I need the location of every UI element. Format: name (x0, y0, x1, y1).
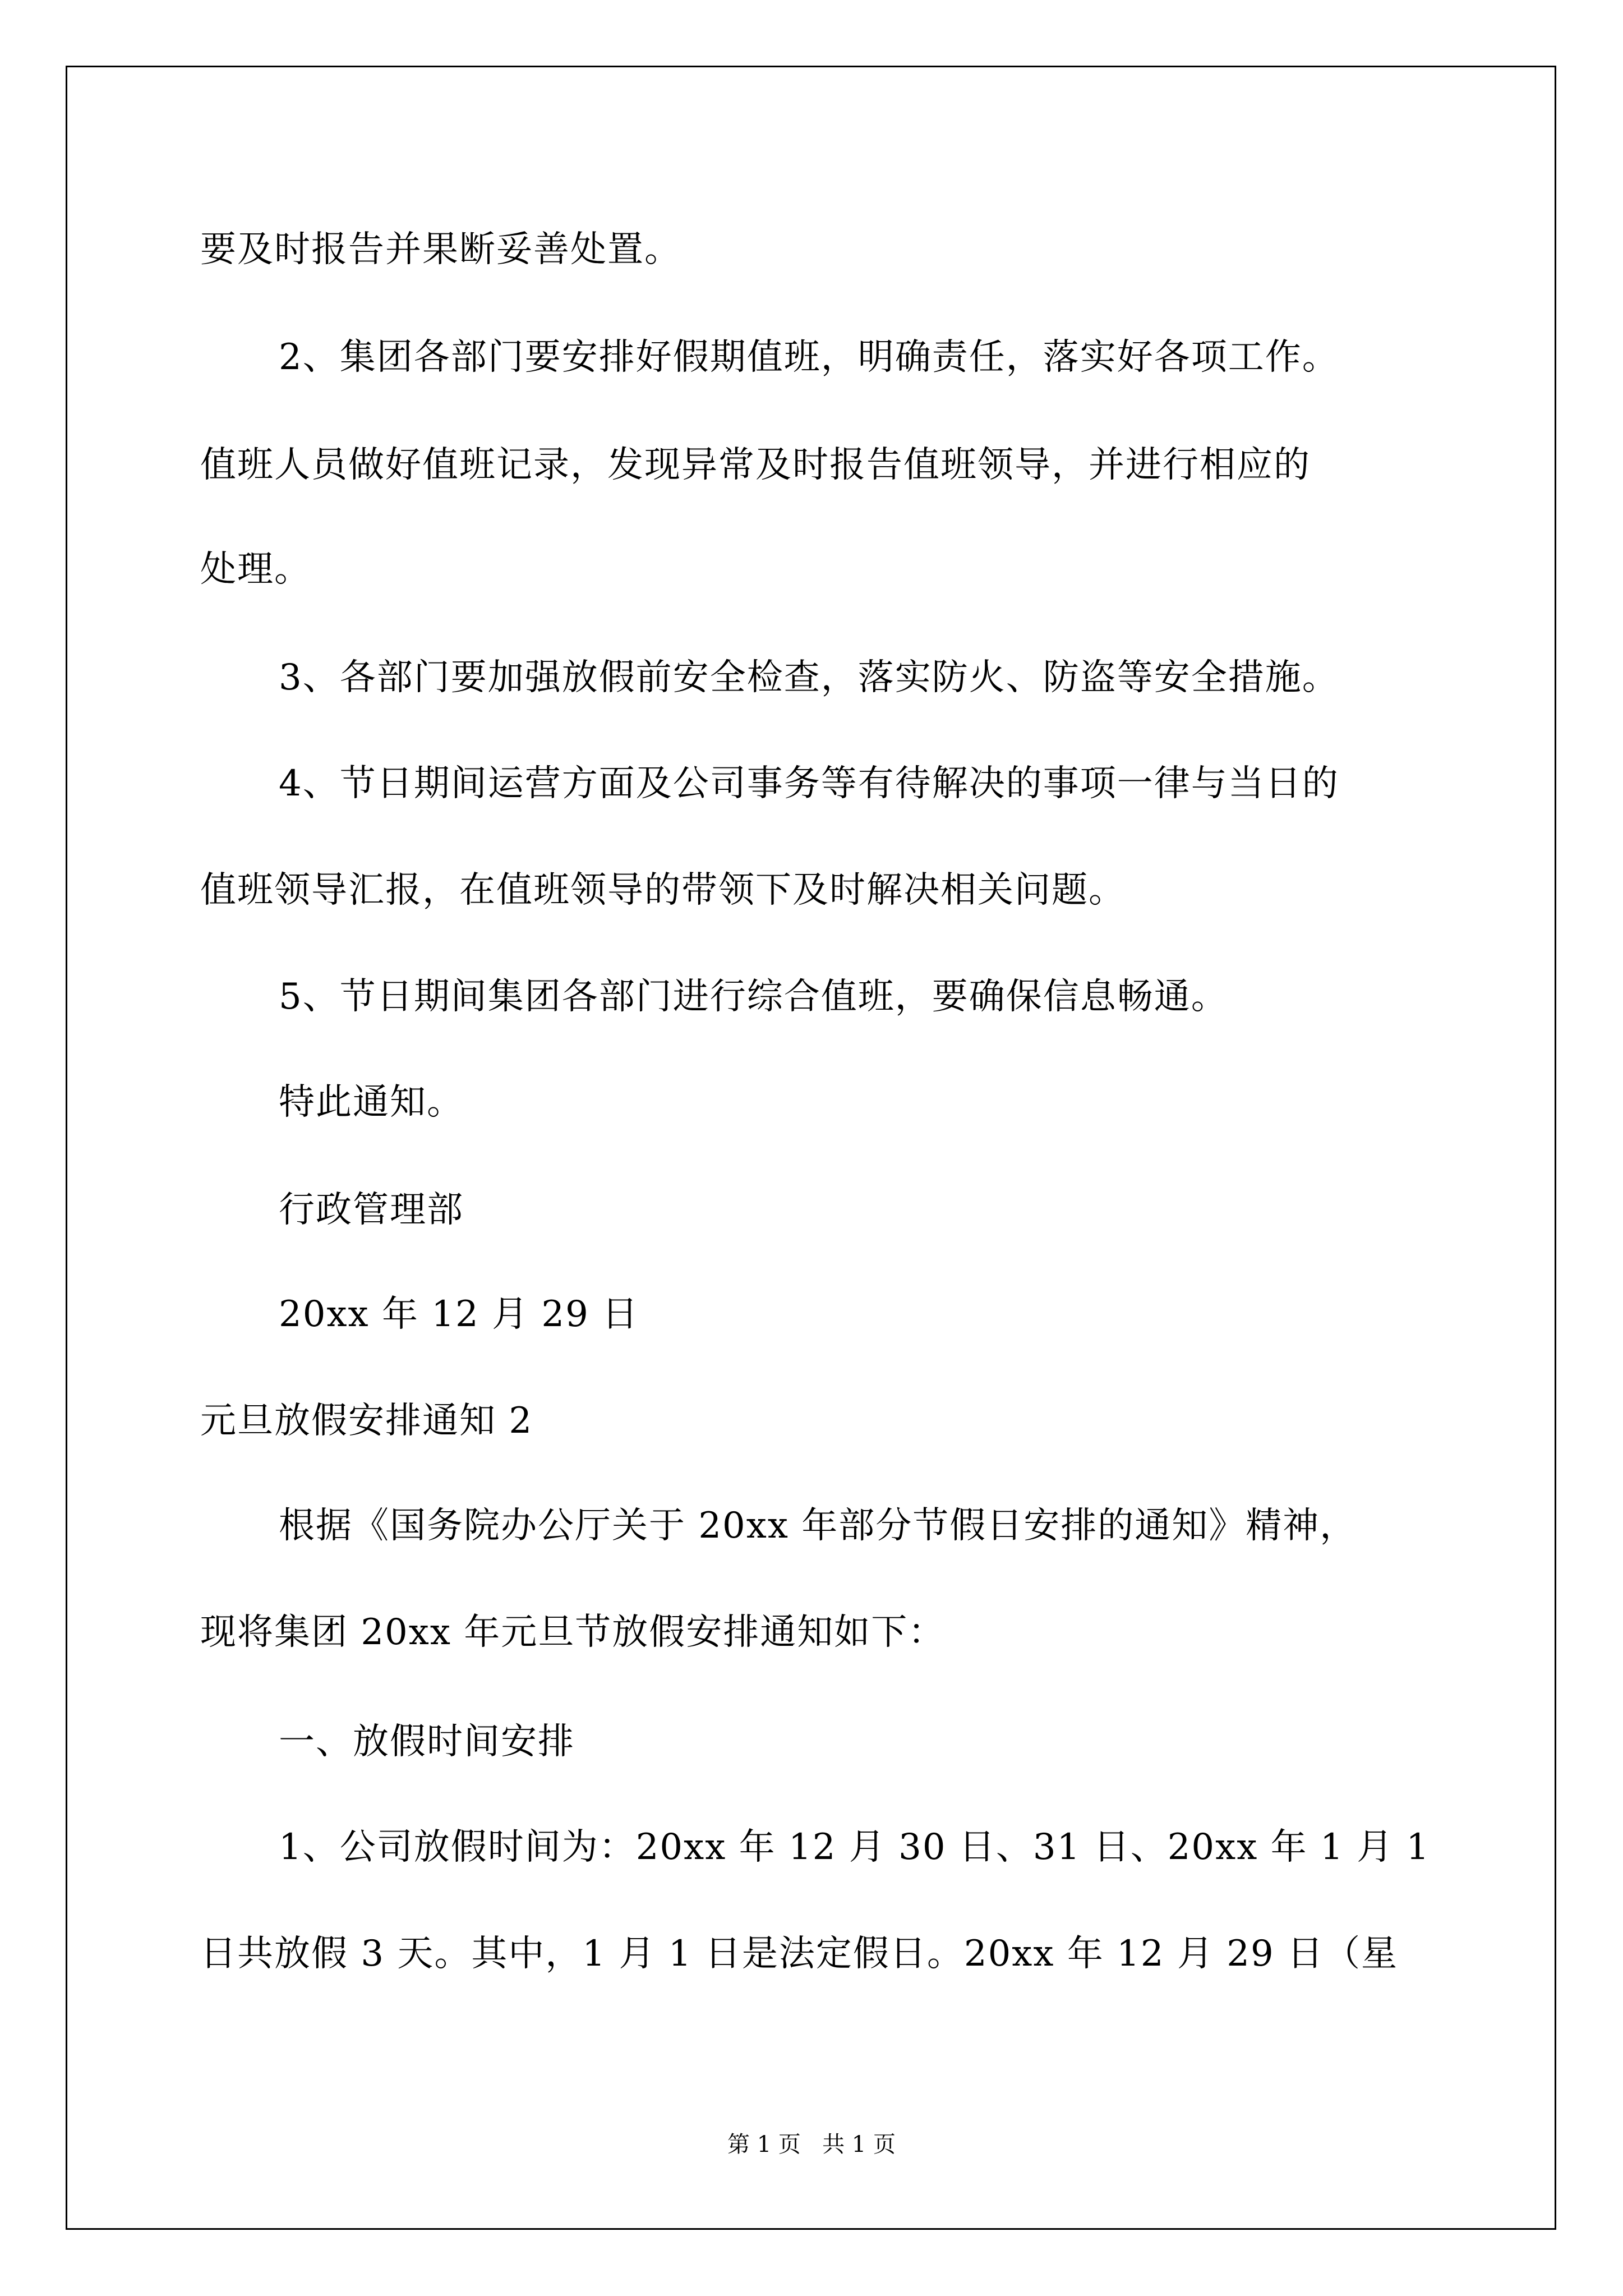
section-title: 元旦放假安排通知 2 (200, 1400, 533, 1442)
signature-department: 行政管理部 (279, 1189, 464, 1231)
closing-text: 特此通知。 (279, 1082, 464, 1123)
body-text-line: 5、节日期间集团各部门进行综合值班，要确保信息畅通。 (279, 976, 1228, 1018)
body-text-line: 2、集团各部门要安排好假期值班，明确责任，落实好各项工作。 (279, 337, 1339, 378)
body-text-line: 3、各部门要加强放假前安全检查，落实防火、防盗等安全措施。 (279, 657, 1339, 698)
body-text-line: 值班人员做好值班记录，发现异常及时报告值班领导，并进行相应的 (200, 444, 1311, 486)
body-text-line: 日共放假 3 天。其中，1 月 1 日是法定假日。20xx 年 12 月 29 日（星 (200, 1933, 1399, 1975)
body-text-line: 要及时报告并果断妥善处置。 (200, 229, 681, 270)
section-heading: 一、放假时间安排 (279, 1721, 575, 1763)
page-border (66, 66, 1556, 2230)
body-text-line: 值班领导汇报，在值班领导的带领下及时解决相关问题。 (200, 869, 1126, 911)
body-text-line: 处理。 (200, 549, 311, 590)
signature-date: 20xx 年 12 月 29 日 (279, 1294, 639, 1335)
body-text-line: 根据《国务院办公厅关于 20xx 年部分节假日安排的通知》精神， (279, 1505, 1357, 1547)
body-text-line: 现将集团 20xx 年元旦节放假安排通知如下： (200, 1612, 946, 1653)
body-text-line: 4、节日期间运营方面及公司事务等有待解决的事项一律与当日的 (279, 763, 1339, 804)
body-text-line: 1、公司放假时间为：20xx 年 12 月 30 日、31 日、20xx 年 1 月 1 (279, 1826, 1431, 1868)
page-number-footer: 第 1 页 共 1 页 (727, 2132, 896, 2157)
